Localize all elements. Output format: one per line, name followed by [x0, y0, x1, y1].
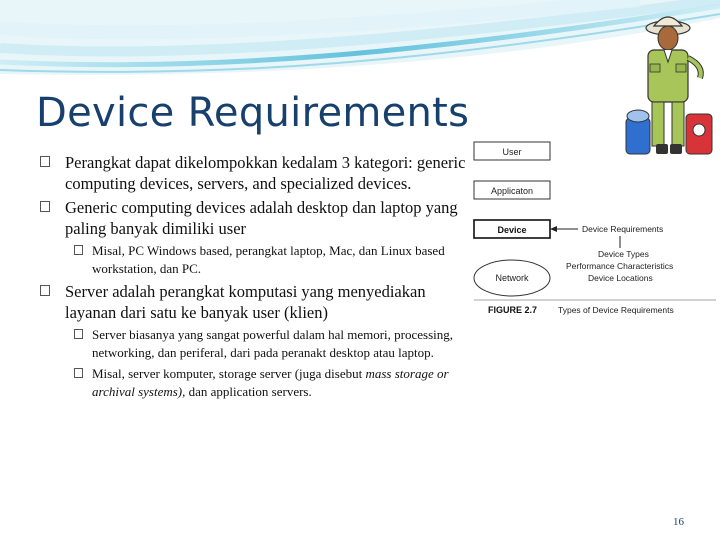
- sub-bullet-item: [74, 326, 470, 362]
- explorer-clipart-icon: [620, 6, 716, 158]
- application-label: Applicaton: [490, 186, 534, 196]
- bullet-text: Server adalah perangkat komputasi yang menyediakan layanan dari satu ke banyak user (klien): [65, 282, 426, 322]
- bullet-text: Generic computing devices adalah desktop dan laptop yang paling banyak dimiliki user: [65, 198, 458, 238]
- bullet-box-icon: [74, 329, 83, 339]
- sub-bullet-item: [74, 242, 470, 278]
- bullet-list: [40, 152, 470, 404]
- bullet-item: [40, 152, 470, 194]
- page-number: 16: [673, 516, 684, 528]
- device-types-label: Device Types: [598, 249, 649, 259]
- network-label: Network: [495, 273, 529, 283]
- bullet-box-icon: [40, 285, 50, 296]
- bullet-box-icon: [74, 245, 83, 255]
- requirements-diagram: [470, 138, 720, 324]
- bullet-text: Perangkat dapat dikelompokkan kedalam 3 kategori: generic computing devices, servers, and specialized devices.: [65, 153, 466, 193]
- arrow-head-icon: [550, 226, 557, 232]
- figure-caption: Types of Device Requirements: [558, 305, 674, 315]
- device-label: Device: [497, 225, 527, 235]
- performance-characteristics-label: Performance Characteristics: [566, 261, 674, 271]
- device-requirements-label: Device Requirements: [582, 224, 664, 234]
- sub-bullet-item: [74, 365, 470, 401]
- header-swoosh: [0, 0, 720, 90]
- sub-bullet-text: dan application servers.: [185, 384, 312, 399]
- sub-bullet-text: Misal, PC Windows based, perangkat laptop, Mac, dan Linux based workstation, dan PC.: [92, 243, 445, 276]
- figure-label: FIGURE 2.7: [488, 305, 538, 315]
- sub-bullet-italic-text: mass storage or archival systems),: [92, 366, 449, 399]
- sub-bullet-text: Server biasanya yang sangat powerful dalam hal memori, processing, networking, dan periferal, dari pada peranakt desktop atau laptop.: [92, 327, 453, 360]
- bullet-box-icon: [40, 201, 50, 212]
- bullet-box-icon: [74, 368, 83, 378]
- user-label: User: [502, 147, 522, 157]
- slide-title: Device Requirements: [36, 90, 470, 136]
- sub-bullet-text: Misal, server komputer, storage server (juga disebut: [92, 366, 366, 381]
- bullet-box-icon: [40, 156, 50, 167]
- bullet-item: [40, 281, 470, 323]
- bullet-item: [40, 197, 470, 239]
- device-locations-label: Device Locations: [588, 273, 653, 283]
